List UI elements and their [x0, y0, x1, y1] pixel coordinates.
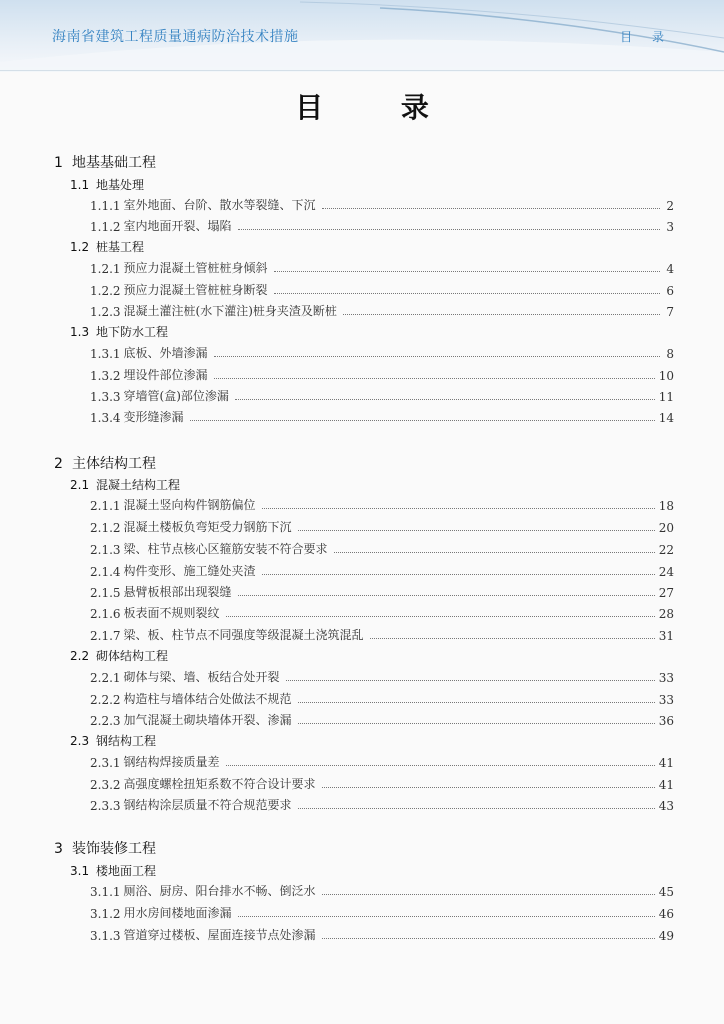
entry-number: 2.3.1	[90, 756, 121, 770]
toc-entry[interactable]	[90, 341, 674, 361]
toc-entry[interactable]	[90, 515, 674, 535]
entry-number: 2.1.4	[90, 565, 121, 579]
chapter-title: 地基基础工程	[72, 155, 156, 171]
dot-leader	[214, 377, 655, 379]
entry-number: 3.1.3	[90, 929, 121, 943]
entry-page: 36	[658, 714, 674, 728]
toc-entry[interactable]	[90, 537, 674, 557]
section-number: 1.3	[70, 325, 90, 339]
entry-page: 18	[658, 499, 674, 513]
toc-entry[interactable]	[90, 708, 674, 728]
entry-page: 22	[658, 543, 674, 557]
dot-leader	[334, 551, 655, 553]
entry-title: 混凝土楼板负弯矩受力钢筋下沉	[123, 520, 292, 534]
entry-page: 43	[658, 799, 674, 813]
toc-section[interactable]	[70, 647, 168, 664]
entry-page: 41	[658, 778, 674, 792]
entry-page: 27	[658, 586, 674, 600]
entry-number: 1.3.4	[90, 411, 121, 425]
entry-number: 2.1.3	[90, 543, 121, 557]
toc-chapter[interactable]	[54, 838, 156, 858]
toc-entry[interactable]	[90, 580, 674, 600]
entry-number: 1.2.1	[90, 262, 121, 276]
toc-entry[interactable]	[90, 193, 674, 213]
entry-number: 2.2.1	[90, 671, 121, 685]
toc-entry[interactable]	[90, 879, 674, 899]
entry-title: 高强度螺栓扭矩系数不符合设计要求	[123, 777, 316, 791]
section-number: 2.2	[70, 649, 90, 663]
dot-leader	[262, 573, 655, 575]
section-number: 2.3	[70, 734, 90, 748]
toc-entry[interactable]	[90, 793, 674, 813]
entry-page: 11	[658, 390, 674, 404]
entry-title: 管道穿过楼板、屋面连接节点处渗漏	[123, 928, 316, 942]
dot-leader	[370, 637, 655, 639]
toc-entry[interactable]	[90, 923, 674, 943]
entry-title: 变形缝渗漏	[123, 410, 184, 424]
entry-page: 20	[658, 521, 674, 535]
toc-entry[interactable]	[90, 363, 674, 383]
entry-title: 预应力混凝土管桩桩身断裂	[123, 283, 268, 297]
entry-title: 砌体与梁、墙、板结合处开裂	[123, 670, 280, 684]
toc-entry[interactable]	[90, 623, 674, 643]
dot-leader	[226, 615, 655, 617]
entry-title: 梁、板、柱节点不同强度等级混凝土浇筑混乱	[123, 628, 364, 642]
entry-number: 2.3.2	[90, 778, 121, 792]
toc-chapter[interactable]	[54, 453, 156, 473]
entry-number: 2.1.2	[90, 521, 121, 535]
entry-page: 4	[666, 262, 674, 276]
entry-title: 室外地面、台阶、散水等裂缝、下沉	[123, 198, 316, 212]
entry-title: 构件变形、施工缝处夹渣	[123, 564, 256, 578]
toc-section[interactable]	[70, 862, 156, 879]
dot-leader	[298, 701, 655, 703]
dot-leader	[322, 207, 660, 209]
toc-entry[interactable]	[90, 405, 674, 425]
toc-entry[interactable]	[90, 384, 674, 404]
entry-title: 加气混凝土砌块墙体开裂、渗漏	[123, 713, 292, 727]
section-title: 地下防水工程	[96, 325, 169, 339]
entry-number: 2.1.7	[90, 629, 121, 643]
entry-number: 3.1.2	[90, 907, 121, 921]
entry-page: 46	[658, 907, 674, 921]
entry-page: 31	[658, 629, 674, 643]
entry-number: 2.1.5	[90, 586, 121, 600]
page-title: 目 录	[295, 91, 463, 124]
entry-title: 梁、柱节点核心区箍筋安装不符合要求	[123, 542, 328, 556]
entry-number: 2.1.6	[90, 607, 121, 621]
entry-title: 构造柱与墙体结合处做法不规范	[123, 692, 292, 706]
entry-page: 41	[658, 756, 674, 770]
entry-number: 1.3.1	[90, 347, 121, 361]
entry-number: 2.3.3	[90, 799, 121, 813]
entry-title: 用水房间楼地面渗漏	[123, 906, 232, 920]
entry-page: 33	[658, 693, 674, 707]
entry-number: 1.2.2	[90, 284, 121, 298]
toc-entry[interactable]	[90, 256, 674, 276]
book-title: 海南省建筑工程质量通病防治技术措施	[52, 29, 299, 45]
entry-title: 预应力混凝土管桩桩身倾斜	[123, 261, 268, 275]
dot-leader	[343, 313, 660, 315]
entry-title: 混凝土竖向构件钢筋偏位	[123, 498, 256, 512]
entry-title: 厕浴、厨房、阳台排水不畅、倒泛水	[123, 884, 316, 898]
entry-number: 3.1.1	[90, 885, 121, 899]
entry-number: 1.1.2	[90, 220, 121, 234]
toc-entry[interactable]	[90, 750, 674, 770]
dot-leader	[322, 786, 655, 788]
dot-leader	[235, 398, 655, 400]
toc-section[interactable]	[70, 176, 144, 193]
entry-page: 49	[658, 929, 674, 943]
toc-chapter[interactable]	[54, 152, 156, 172]
chapter-title: 主体结构工程	[72, 456, 156, 472]
entry-page: 10	[658, 369, 674, 383]
section-title: 混凝土结构工程	[96, 478, 181, 492]
toc-entry[interactable]	[90, 493, 674, 513]
section-title: 地基处理	[96, 178, 145, 192]
toc-entry[interactable]	[90, 214, 674, 234]
section-number: 1.2	[70, 240, 90, 254]
section-number: 3.1	[70, 864, 90, 878]
entry-title: 室内地面开裂、塌陷	[123, 219, 232, 233]
entry-number: 2.2.2	[90, 693, 121, 707]
entry-number: 1.1.1	[90, 199, 121, 213]
dot-leader	[298, 529, 655, 531]
entry-page: 14	[658, 411, 674, 425]
entry-title: 钢结构涂层质量不符合规范要求	[123, 798, 292, 812]
header-section-label: 目 录	[620, 30, 672, 44]
dot-leader	[322, 937, 655, 939]
entry-page: 45	[658, 885, 674, 899]
entry-title: 板表面不规则裂纹	[123, 606, 220, 620]
entry-title: 穿墙管(盒)部位渗漏	[123, 389, 229, 403]
dot-leader	[298, 722, 655, 724]
entry-page: 3	[666, 220, 674, 234]
section-title: 钢结构工程	[96, 734, 157, 748]
chapter-number: 3	[54, 841, 63, 857]
dot-leader	[322, 893, 655, 895]
entry-number: 1.3.2	[90, 369, 121, 383]
toc-entry[interactable]	[90, 601, 674, 621]
entry-title: 底板、外墙渗漏	[123, 346, 208, 360]
entry-page: 7	[666, 305, 674, 319]
toc-entry[interactable]	[90, 559, 674, 579]
toc-entry[interactable]	[90, 299, 674, 319]
entry-page: 6	[666, 284, 674, 298]
dot-leader	[298, 807, 655, 809]
entry-number: 1.3.3	[90, 390, 121, 404]
chapter-number: 2	[54, 456, 63, 472]
entry-title: 混凝土灌注桩(水下灌注)桩身夹渣及断桩	[123, 304, 337, 318]
dot-leader	[286, 679, 655, 681]
dot-leader	[238, 915, 655, 917]
section-title: 砌体结构工程	[96, 649, 169, 663]
dot-leader	[274, 270, 660, 272]
dot-leader	[238, 228, 660, 230]
toc-section[interactable]	[70, 476, 180, 493]
entry-page: 28	[658, 607, 674, 621]
entry-title: 悬臂板根部出现裂缝	[123, 585, 232, 599]
dot-leader	[190, 419, 655, 421]
section-number: 1.1	[70, 178, 90, 192]
entry-page: 8	[666, 347, 674, 361]
toc-entry[interactable]	[90, 687, 674, 707]
toc-entry[interactable]	[90, 278, 674, 298]
toc-entry[interactable]	[90, 772, 674, 792]
section-title: 楼地面工程	[96, 864, 157, 878]
toc-entry[interactable]	[90, 665, 674, 685]
dot-leader	[226, 764, 655, 766]
dot-leader	[214, 355, 660, 357]
entry-page: 24	[658, 565, 674, 579]
dot-leader	[262, 507, 655, 509]
entry-number: 1.2.3	[90, 305, 121, 319]
chapter-number: 1	[54, 155, 63, 171]
dot-leader	[274, 292, 660, 294]
section-number: 2.1	[70, 478, 90, 492]
entry-number: 2.2.3	[90, 714, 121, 728]
chapter-title: 装饰装修工程	[72, 841, 156, 857]
toc-section[interactable]	[70, 238, 144, 255]
toc-section[interactable]	[70, 323, 168, 340]
entry-number: 2.1.1	[90, 499, 121, 513]
entry-title: 钢结构焊接质量差	[123, 755, 220, 769]
entry-page: 2	[666, 199, 674, 213]
dot-leader	[238, 594, 655, 596]
toc-section[interactable]	[70, 732, 156, 749]
section-title: 桩基工程	[96, 240, 145, 254]
toc-entry[interactable]	[90, 901, 674, 921]
entry-title: 埋设件部位渗漏	[123, 368, 208, 382]
entry-page: 33	[658, 671, 674, 685]
